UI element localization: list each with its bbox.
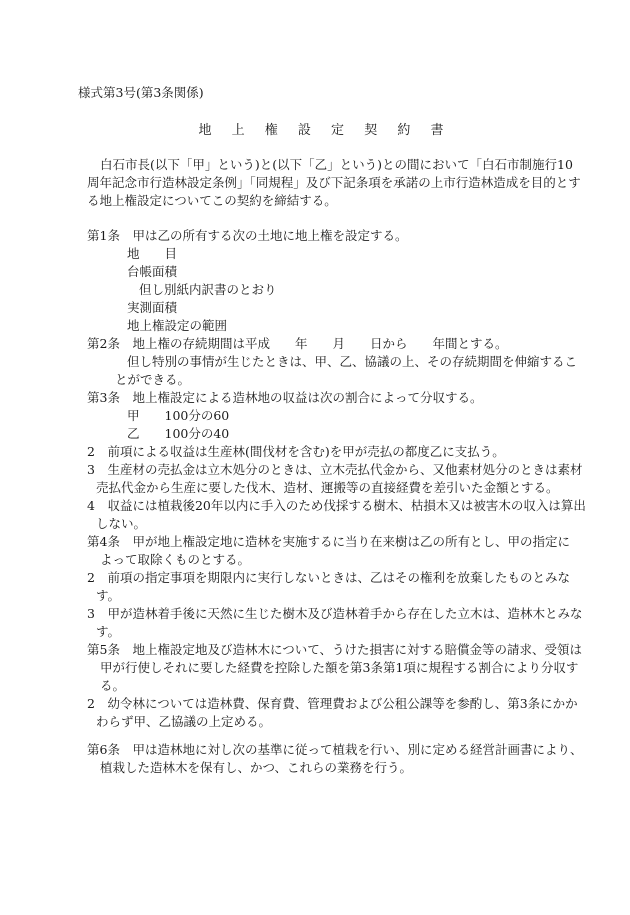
article-5-para-2: わらず甲、乙協議の上定める。: [96, 714, 272, 729]
article-1-item: 地 目: [127, 246, 178, 261]
article-4-para-2: 2 前項の指定事項を期限内に実行しないときは、乙はその権利を放棄したものとみな: [87, 570, 570, 585]
article-5: る。: [100, 678, 126, 693]
article-2-proviso: 但し特別の事情が生じたときは、甲、乙、協議の上、その存続期間を伸縮するこ: [127, 354, 578, 369]
article-3-para-3: 売払代金から生産に要した伐木、造材、運搬等の直接経費を差引いた金額とする。: [96, 480, 559, 495]
article-2: 第2条 地上権の存続期間は平成 年 月 日から 年間とする。: [87, 336, 508, 351]
article-5: 第5条 地上権設定地及び造林木について、うけた損害に対する賠償金等の請求、受領は: [87, 642, 582, 657]
preamble-line: 周年記念市行造林設定条例」「同規程」及び下記条項を承諾の上市行造林造成を目的とす: [87, 175, 581, 190]
document-title: 地 上 権 設 定 契 約 書: [198, 123, 452, 138]
article-1-item: 実測面積: [127, 300, 178, 315]
article-1-item: 台帳面積: [127, 264, 178, 279]
article-4-para-3: す。: [96, 624, 121, 639]
article-6: 植栽した造林木を保有し、かつ、これらの業務を行う。: [100, 760, 413, 775]
preamble-line: る地上権設定についてこの契約を締結する。: [87, 193, 337, 208]
article-3-para-4: 4 収益には植栽後20年以内に手入のため伐採する樹木、枯損木又は被害木の収入は算出: [87, 498, 586, 513]
article-3-para-4: しない。: [96, 516, 147, 531]
article-4: 第4条 甲が地上権設定地に造林を実施するに当り在来樹は乙の所有とし、甲の指定に: [87, 534, 570, 549]
article-3-para-2: 2 前項による収益は生産林(間伐材を含む)を甲が売払の都度乙に支払う。: [87, 444, 505, 459]
article-4-para-3: 3 甲が造林着手後に天然に生じた樹木及び造林着手から存在した立木は、造林木とみな: [87, 606, 583, 621]
articles: [87, 227, 586, 777]
article-4-para-2: す。: [96, 588, 121, 603]
article-3-item: 乙 100分の40: [127, 426, 230, 441]
article-1-item: 但し別紙内訳書のとおり: [139, 282, 277, 297]
article-5: 甲が行使しそれに要した経費を控除した額を第3条第1項に規程する割合により分収す: [100, 660, 579, 675]
article-4: よって取除くものとする。: [100, 552, 251, 567]
preamble-line: 白石市長(以下「甲」という)と(以下「乙」という)との間において「白石市制施行10: [100, 157, 573, 172]
article-1-item: 地上権設定の範囲: [127, 318, 228, 333]
article-2-proviso: とができる。: [115, 372, 191, 387]
article-6: 第6条 甲は造林地に対し次の基準に従って植栽を行い、別に定める経営計画書により、: [87, 742, 583, 757]
article-3-para-3: 3 生産材の売払金は立木処分のときは、立木売払代金から、又他素材処分のときは素材: [87, 462, 583, 477]
preamble: [87, 156, 581, 210]
form-number: 様式第3号(第3条関係): [78, 85, 204, 100]
article-5-para-2: 2 幼令林については造林費、保育費、管理費および公租公課等を参酌し、第3条にかか: [87, 696, 578, 711]
article-1: 第1条 甲は乙の所有する次の土地に地上権を設定する。: [87, 228, 408, 243]
article-3-item: 甲 100分の60: [127, 408, 230, 423]
article-3: 第3条 地上権設定による造林地の収益は次の割合によって分収する。: [87, 390, 483, 405]
